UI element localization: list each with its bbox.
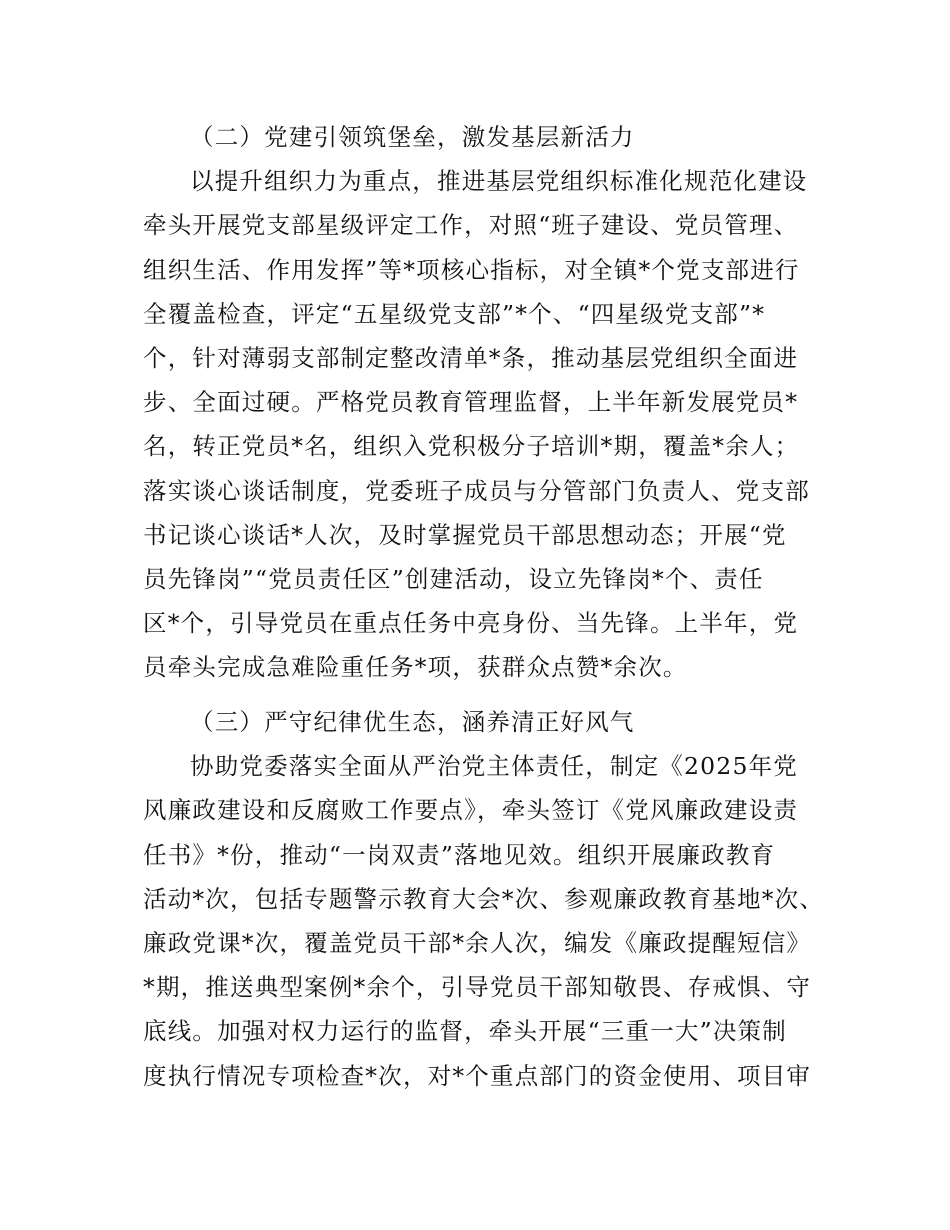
- paragraph-line: 书记谈心谈话*人次，及时掌握党员干部思想动态；开展“党: [143, 520, 787, 549]
- section-2-paragraph: [143, 159, 813, 689]
- section-3-paragraph: [143, 744, 825, 1098]
- paragraph-line: *期，推送典型案例*余个，引导党员干部知敬畏、存戒惧、守: [143, 973, 812, 1002]
- paragraph-line: 任书》*份，推动“一岗双责”落地见效。组织开展廉政教育: [143, 840, 776, 869]
- paragraph-line: 区*个，引导党员在重点任务中亮身份、当先锋。上半年，党: [143, 609, 799, 638]
- paragraph-line: 员先锋岗”“党员责任区”创建活动，设立先锋岗*个、责任: [143, 564, 764, 593]
- section-3-heading: （三）严守纪律优生态，涵养清正好风气: [190, 708, 635, 736]
- paragraph-line: 活动*次，包括专题警示教育大会*次、参观廉政教育基地*次、: [143, 884, 825, 913]
- paragraph-line: 全覆盖检查，评定“五星级党支部”*个、“四星级党支部”*: [143, 299, 766, 328]
- paragraph-line: 底线。加强对权力运行的监督，牵头开展“三重一大”决策制: [143, 1017, 787, 1046]
- paragraph-line: 个，针对薄弱支部制定整改清单*条，推动基层党组织全面进: [143, 343, 799, 372]
- paragraph-line: 牵头开展党支部星级评定工作，对照“班子建设、党员管理、: [143, 211, 799, 240]
- section-2-heading: （二）党建引领筑堡垒，激发基层新活力: [190, 123, 635, 151]
- paragraph-line: 以提升组织力为重点，推进基层党组织标准化规范化建设: [190, 167, 808, 196]
- paragraph-line: 协助党委落实全面从严治党主体责任，制定《2025年党: [190, 752, 799, 781]
- paragraph-line: 步、全面过硬。严格党员教育管理监督，上半年新发展党员*: [143, 388, 799, 417]
- paragraph-line: 廉政党课*次，覆盖党员干部*余人次，编发《廉政提醒短信》: [143, 928, 812, 957]
- paragraph-line: 名，转正党员*名，组织入党积极分子培训*期，覆盖*余人；: [143, 432, 800, 461]
- paragraph-line: 风廉政建设和反腐败工作要点》，牵头签订《党风廉政建设责: [143, 796, 799, 825]
- paragraph-line: 组织生活、作用发挥”等*项核心指标，对全镇*个党支部进行: [143, 255, 800, 284]
- paragraph-line: 员牵头完成急难险重任务*项，获群众点赞*余次。: [143, 653, 688, 682]
- section-3: [143, 700, 825, 1098]
- section-2: [143, 115, 813, 689]
- paragraph-line: 落实谈心谈话制度，党委班子成员与分管部门负责人、党支部: [143, 476, 810, 505]
- paragraph-line: 度执行情况专项检查*次，对*个重点部门的资金使用、项目审: [143, 1061, 812, 1090]
